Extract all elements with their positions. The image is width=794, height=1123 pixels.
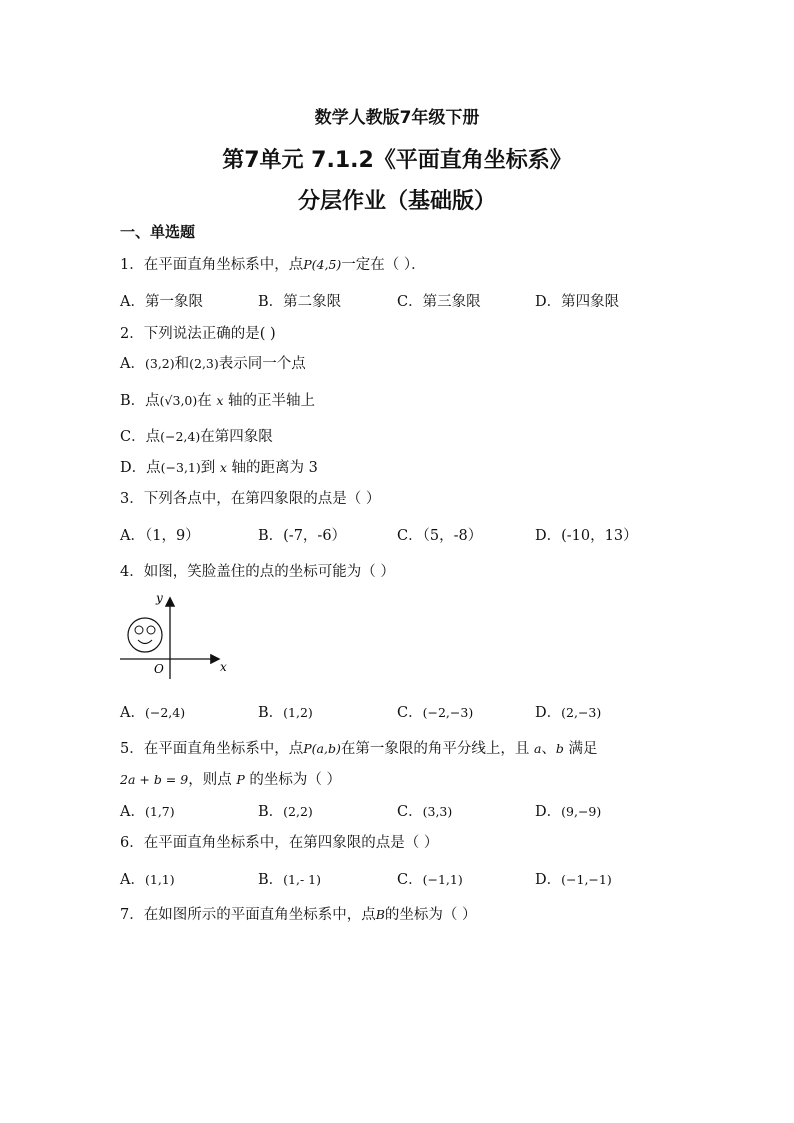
q1-point: P(4,5) [303,257,342,272]
q3-option-d[interactable]: D．(-10，13） [535,528,638,544]
q5-option-d[interactable]: D．(9,−9) [535,804,602,820]
q3-option-a[interactable]: A．（1，9） [120,528,200,544]
smiley-face-icon [128,618,162,652]
q6-option-c[interactable]: C．(−1,1) [397,872,463,888]
q6-option-b[interactable]: B．(1,- 1) [258,872,321,888]
q4-option-d[interactable]: D．(2,−3) [535,705,602,721]
q1-option-b[interactable]: B．第二象限 [258,294,342,310]
q6-option-a[interactable]: A．(1,1) [120,872,175,888]
q3-option-c[interactable]: C．（5，-8） [397,528,483,544]
q2-option-b[interactable]: B．点(√3,0)在 x 轴的正半轴上 [120,393,316,409]
question-4-stem: 4．如图，笑脸盖住的点的坐标可能为（ ） [120,564,395,580]
question-7-stem: 7．在如图所示的平面直角坐标系中，点B的坐标为（ ） [120,907,477,923]
course-subtitle: 数学人教版7年级下册 [314,108,480,128]
q2-option-c[interactable]: C．点(−2,4)在第四象限 [120,429,273,445]
q4-option-b[interactable]: B．(1,2) [258,705,313,721]
unit-title: 第7单元 7.1.2《平面直角坐标系》 [222,148,572,173]
q5-option-b[interactable]: B．(2,2) [258,804,313,820]
smiley-coordinate-figure [118,585,238,685]
q1-option-a[interactable]: A．第一象限 [120,294,203,310]
origin-label: O [154,662,164,676]
question-2-stem: 2．下列说法正确的是( ) [120,326,276,342]
q2-option-a[interactable]: A．(3,2)和(2,3)表示同一个点 [120,356,306,372]
x-axis-label: x [220,660,227,674]
question-5-stem-line-1: 5．在平面直角坐标系中，点P(a,b)在第一象限的角平分线上，且 a、b 满足 [120,741,598,757]
q6-option-d[interactable]: D．(−1,−1) [535,872,612,888]
question-1-stem: 1．在平面直角坐标系中，点P(4,5)一定在（ ）． [120,257,426,273]
q4-option-c[interactable]: C．(−2,−3) [397,705,474,721]
q2-option-d[interactable]: D．点(−3,1)到 x 轴的距离为 3 [120,460,318,476]
q5-option-a[interactable]: A．(1,7) [120,804,175,820]
q3-option-b[interactable]: B．(-7，-6） [258,528,347,544]
section-heading: 一、单选题 [120,223,196,241]
q4-option-a[interactable]: A．(−2,4) [120,705,186,721]
q5-option-c[interactable]: C．(3,3) [397,804,453,820]
q1-option-d[interactable]: D．第四象限 [535,294,620,310]
question-6-stem: 6．在平面直角坐标系中，在第四象限的点是（ ） [120,835,439,851]
question-3-stem: 3．下列各点中，在第四象限的点是（ ） [120,491,381,507]
y-axis-label: y [156,591,163,605]
level-title: 分层作业（基础版） [297,189,496,214]
q1-option-c[interactable]: C．第三象限 [397,294,481,310]
question-5-stem-line-2: 2a + b = 9，则点 P 的坐标为（ ） [120,772,341,788]
